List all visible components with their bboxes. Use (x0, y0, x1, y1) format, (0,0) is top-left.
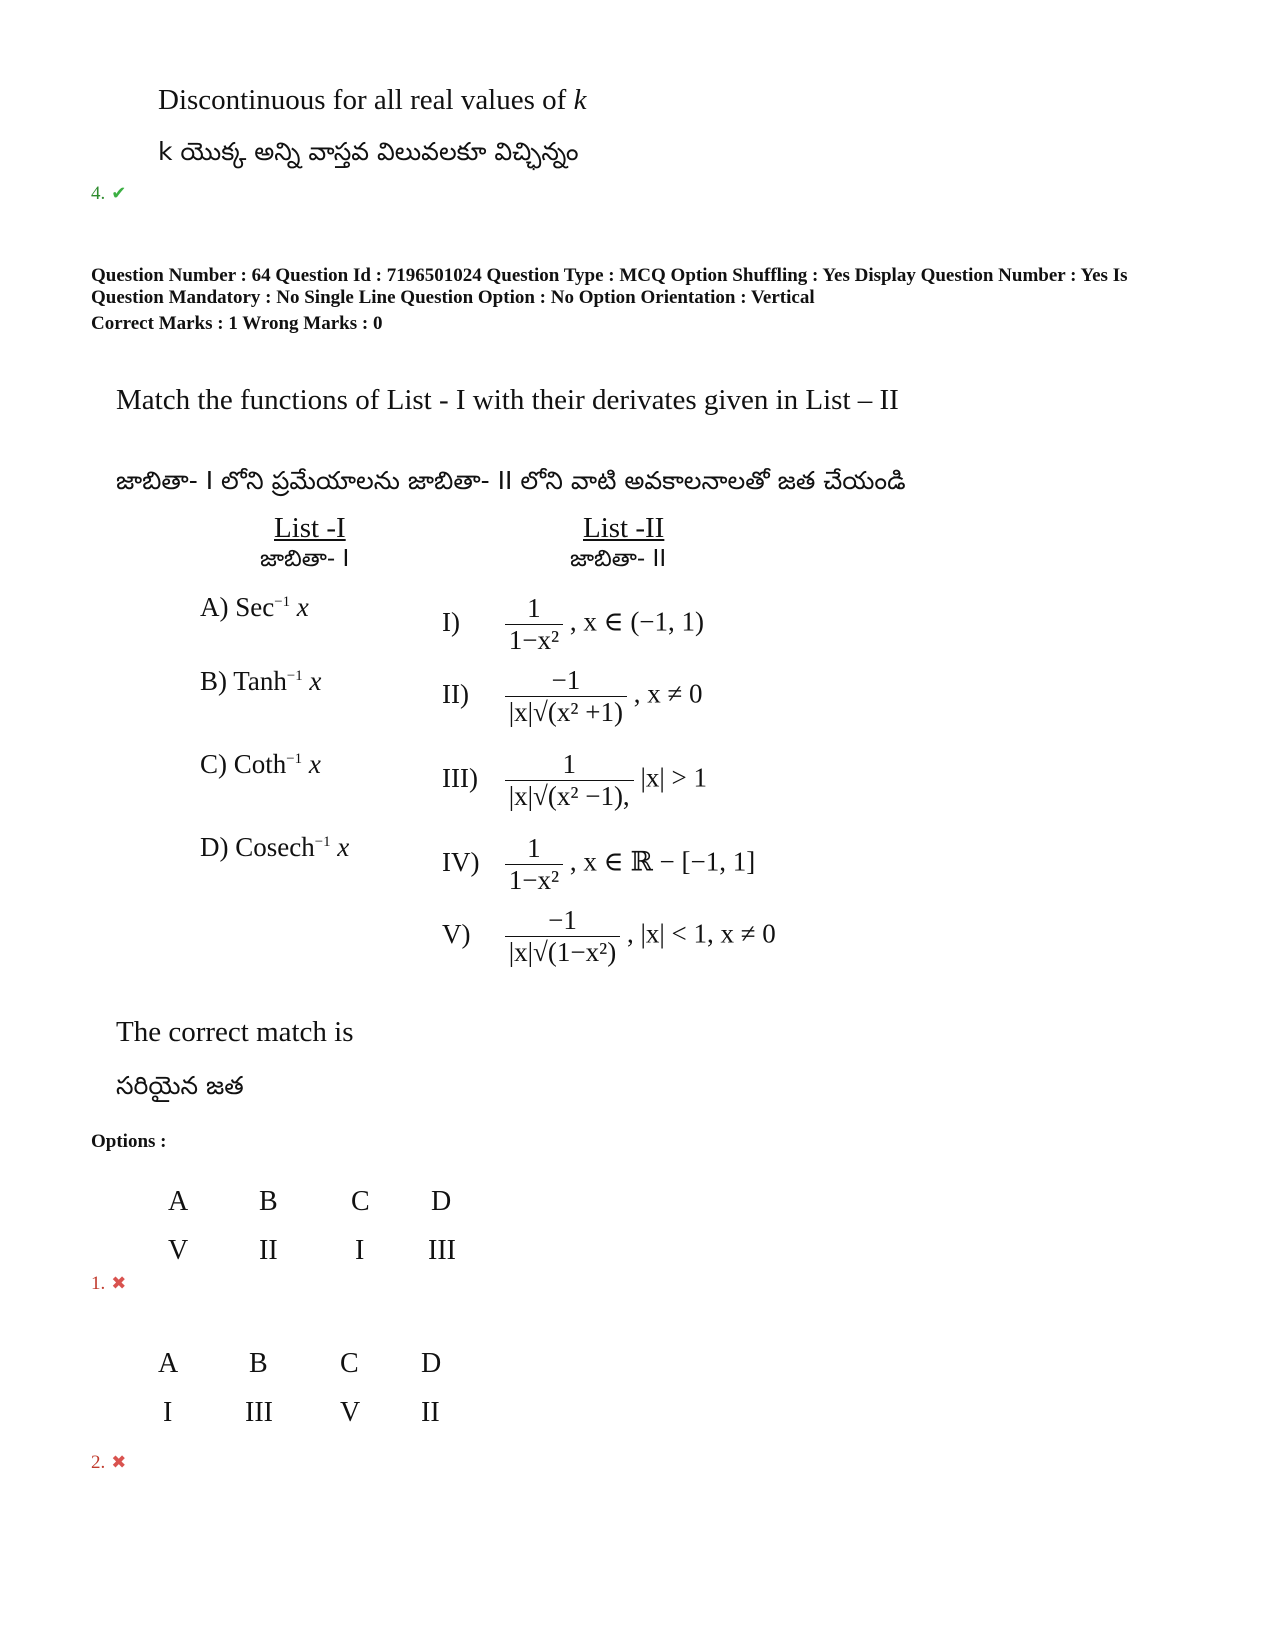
closing-text-en: The correct match is (116, 1016, 354, 1048)
list1-item-d: D) Cosech$^{-1}$ x (200, 832, 350, 862)
question-prompt-en: Match the functions of List - I with their derivates given in List – II (116, 384, 899, 416)
list2-item-iv: IV) $\frac{1}{\text{1−x²}}$ , x ∈ ℝ − [−1, 1] (442, 833, 756, 895)
option-number: 2. (91, 1452, 106, 1473)
list1-heading-te: జాబితా- I (260, 546, 350, 572)
wrong-cross-icon: ✖ (111, 1273, 127, 1293)
question-meta-line2: Question Mandatory : No Single Line Question Option : No Option Orientation : Vertical (91, 287, 815, 308)
wrong-cross-icon: ✖ (111, 1452, 127, 1472)
list1-item-c: C) Coth$^{-1}$ x (200, 749, 321, 779)
list1-heading: List -I (274, 512, 346, 544)
option-2-marker (91, 1452, 126, 1474)
list2-item-i: I) $\frac{1}{\text{1−x²}}$ , x ∈ (−1, 1) (442, 593, 705, 655)
closing-text-te: సరియైన జత (116, 1071, 244, 1100)
option-number: 1. (91, 1273, 106, 1294)
list2-heading-te: జాబితా- II (570, 546, 667, 572)
list2-item-iii: III) $\frac{1}{\text{|x|√(x² −1),}}$ |x| > 1 (442, 749, 707, 811)
question-prompt-te: జాబితా- I లోని ప్రమేయాలను జాబితా- II లోని వాటి అవకాలనాలతో జత చేయండి (116, 466, 906, 495)
list1-item-a: A) Sec$^{-1}$ x (200, 592, 309, 622)
prev-option-marker (91, 183, 126, 205)
list2-heading: List -II (583, 512, 665, 544)
options-label: Options : (91, 1131, 167, 1152)
list2-item-ii: II) $\frac{-1}{\text{|x|√(x² +1)}}$ , x ≠ 0 (442, 665, 703, 727)
list2-item-v: V) $\frac{-1}{\text{|x|√(1−x²)}}$ , |x| < 1, x ≠ 0 (442, 905, 776, 967)
question-marks: Correct Marks : 1 Wrong Marks : 0 (91, 313, 383, 334)
question-meta-line1: Question Number : 64 Question Id : 7196501024 Question Type : MCQ Option Shuffling : Yes Display Question Number : Yes Is (91, 265, 1128, 286)
correct-check-icon: ✔ (111, 183, 127, 203)
prev-option-text-en: Discontinuous for all real values of k (158, 84, 587, 116)
prev-option-text-te: k యొక్క అన్ని వాస్తవ విలువలకూ విచ్ఛిన్నం (158, 137, 579, 166)
option-1-marker (91, 1273, 126, 1295)
option-number: 4. (91, 183, 106, 204)
list1-item-b: B) Tanh$^{-1}$ x (200, 666, 322, 696)
